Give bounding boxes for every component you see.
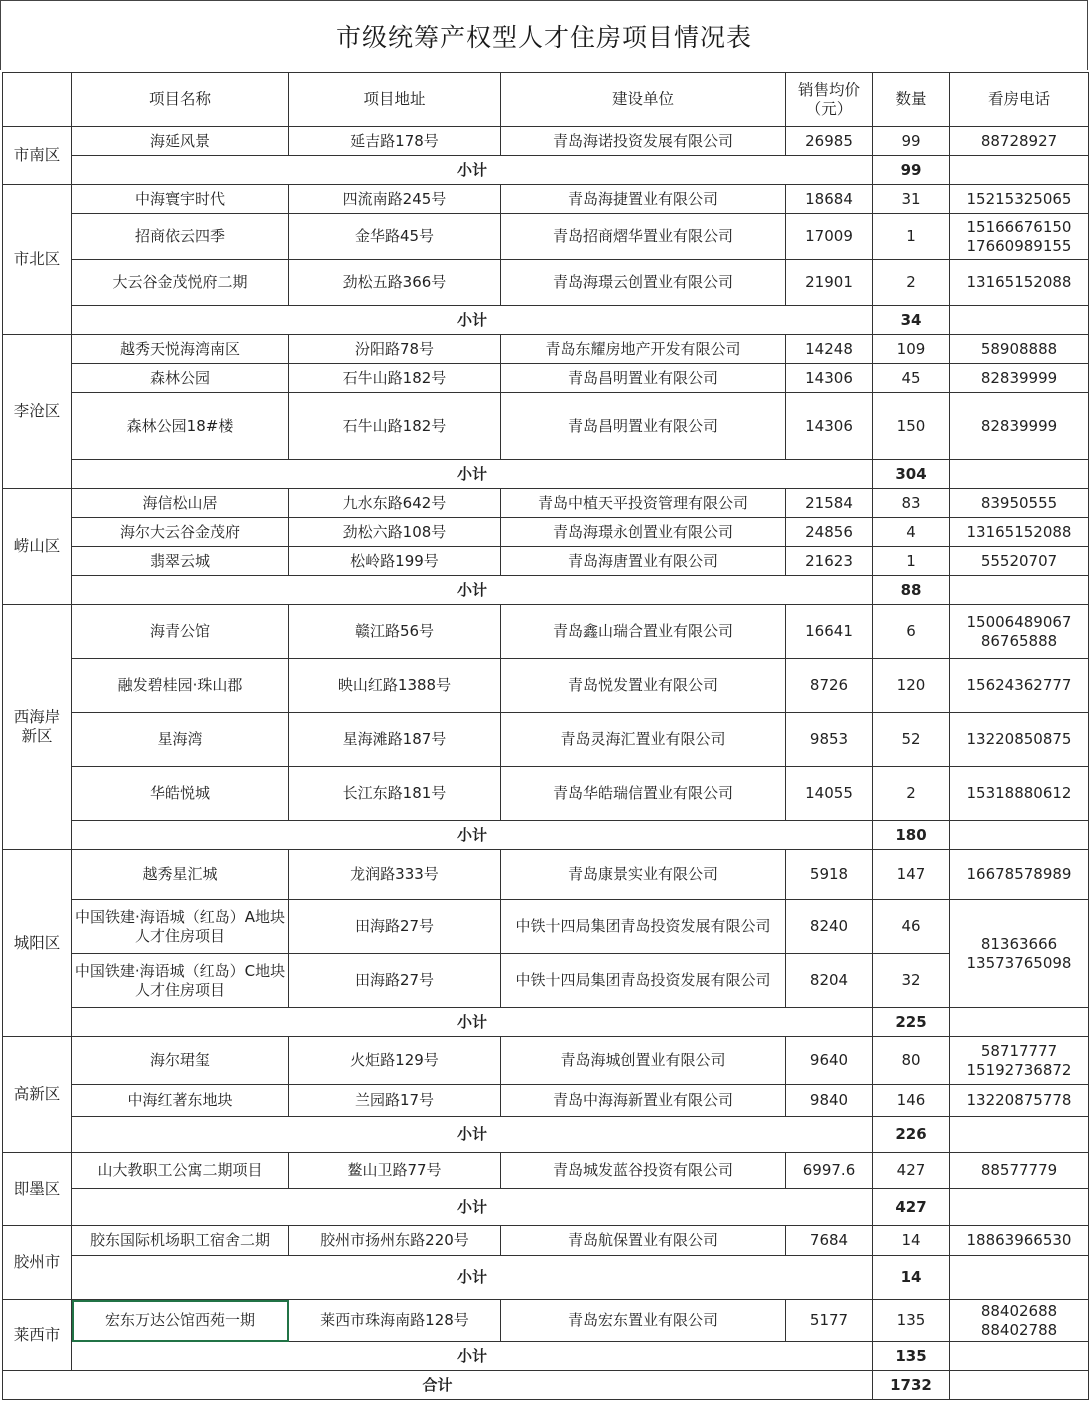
price-cell[interactable]: 8726	[786, 659, 873, 713]
qty-cell[interactable]: 46	[873, 900, 950, 954]
builder-cell[interactable]: 青岛昌明置业有限公司	[501, 393, 786, 460]
name-cell[interactable]: 海信松山居	[72, 489, 289, 518]
empty-cell[interactable]	[950, 460, 1089, 489]
price-cell[interactable]: 14306	[786, 364, 873, 393]
price-cell[interactable]: 9853	[786, 713, 873, 767]
price-cell[interactable]: 21901	[786, 260, 873, 306]
address-cell[interactable]: 映山红路1388号	[289, 659, 501, 713]
district-cell[interactable]: 市南区	[3, 127, 72, 185]
address-cell[interactable]: 劲松五路366号	[289, 260, 501, 306]
phone-cell[interactable]	[950, 1037, 1089, 1085]
subtotal-row	[3, 576, 1089, 605]
subtotal-value[interactable]: 427	[873, 1189, 950, 1226]
name-cell[interactable]: 海尔珺玺	[72, 1037, 289, 1085]
district-cell[interactable]: 崂山区	[3, 489, 72, 605]
price-cell[interactable]: 8204	[786, 954, 873, 1008]
phone-cell[interactable]: 15318880612	[950, 767, 1089, 821]
header-price[interactable]	[786, 73, 873, 127]
table-row	[3, 713, 1089, 767]
phone-line: 15166676150	[966, 217, 1072, 236]
header-row	[3, 73, 1089, 127]
table-row	[3, 127, 1089, 156]
subtotal-value[interactable]: 304	[873, 460, 950, 489]
builder-cell[interactable]: 青岛昌明置业有限公司	[501, 364, 786, 393]
phone-cell[interactable]: 13220875778	[950, 1085, 1089, 1117]
phone-cell[interactable]: 18863966530	[950, 1226, 1089, 1256]
name-cell[interactable]: 中海红著东地块	[72, 1085, 289, 1117]
price-cell[interactable]: 18684	[786, 185, 873, 214]
subtotal-value[interactable]: 88	[873, 576, 950, 605]
subtotal-label[interactable]: 小计	[72, 306, 873, 335]
name-cell[interactable]: 中国铁建·海语城（红岛）C地块人才住房项目	[72, 954, 289, 1008]
housing-table	[2, 72, 1089, 1400]
table-row	[3, 185, 1089, 214]
header-qty[interactable]: 数量	[873, 73, 950, 127]
qty-cell[interactable]: 14	[873, 1226, 950, 1256]
table-row	[3, 489, 1089, 518]
district-cell[interactable]: 市北区	[3, 185, 72, 335]
price-cell[interactable]: 5177	[786, 1300, 873, 1342]
name-cell[interactable]: 越秀天悦海湾南区	[72, 335, 289, 364]
builder-cell[interactable]: 青岛海捷置业有限公司	[501, 185, 786, 214]
qty-cell[interactable]: 135	[873, 1300, 950, 1342]
subtotal-label[interactable]: 小计	[72, 821, 873, 850]
table-row	[3, 547, 1089, 576]
builder-cell[interactable]: 青岛海城创置业有限公司	[501, 1037, 786, 1085]
phone-line: 88402788	[980, 1320, 1058, 1339]
builder-cell[interactable]: 青岛海璟永创置业有限公司	[501, 518, 786, 547]
address-cell[interactable]: 延吉路178号	[289, 127, 501, 156]
table-row	[3, 1085, 1089, 1117]
qty-cell[interactable]: 2	[873, 767, 950, 821]
subtotal-value[interactable]: 180	[873, 821, 950, 850]
table-row	[3, 393, 1089, 460]
subtotal-row	[3, 821, 1089, 850]
subtotal-value[interactable]: 14	[873, 1256, 950, 1300]
price-cell[interactable]: 6997.6	[786, 1153, 873, 1189]
qty-cell[interactable]: 146	[873, 1085, 950, 1117]
name-cell[interactable]: 森林公园18#楼	[72, 393, 289, 460]
table-row	[3, 767, 1089, 821]
subtotal-value[interactable]: 226	[873, 1117, 950, 1153]
name-cell[interactable]: 星海湾	[72, 713, 289, 767]
phone-cell[interactable]	[950, 1300, 1089, 1342]
price-cell[interactable]: 9640	[786, 1037, 873, 1085]
header-builder[interactable]: 建设单位	[501, 73, 786, 127]
phone-cell[interactable]: 88728927	[950, 127, 1089, 156]
district-cell[interactable]: 高新区	[3, 1037, 72, 1153]
table-row	[3, 850, 1089, 900]
subtotal-label[interactable]: 小计	[72, 1342, 873, 1371]
table-row	[3, 954, 1089, 1008]
phone-cell[interactable]	[950, 605, 1089, 659]
phone-cell[interactable]: 13165152088	[950, 260, 1089, 306]
address-cell[interactable]: 火炬路129号	[289, 1037, 501, 1085]
phone-cell[interactable]: 58908888	[950, 335, 1089, 364]
subtotal-row	[3, 1256, 1089, 1300]
qty-cell[interactable]: 99	[873, 127, 950, 156]
table-row	[3, 1037, 1089, 1085]
phone-line: 17660989155	[966, 236, 1072, 255]
price-cell[interactable]: 5918	[786, 850, 873, 900]
district-line: 新区	[21, 727, 53, 745]
name-cell[interactable]: 翡翠云城	[72, 547, 289, 576]
subtotal-label[interactable]: 小计	[72, 1189, 873, 1226]
subtotal-value[interactable]: 135	[873, 1342, 950, 1371]
subtotal-label[interactable]: 小计	[72, 576, 873, 605]
table-row	[3, 605, 1089, 659]
table-row	[3, 214, 1089, 260]
phone-cell[interactable]: 55520707	[950, 547, 1089, 576]
district-cell[interactable]: 莱西市	[3, 1300, 72, 1371]
header-district[interactable]	[3, 73, 72, 127]
table-row	[3, 518, 1089, 547]
empty-cell[interactable]	[950, 156, 1089, 185]
phone-cell[interactable]	[950, 214, 1089, 260]
builder-cell[interactable]: 青岛招商熠华置业有限公司	[501, 214, 786, 260]
qty-cell[interactable]: 6	[873, 605, 950, 659]
address-cell[interactable]: 田海路27号	[289, 954, 501, 1008]
name-cell[interactable]: 中海寰宇时代	[72, 185, 289, 214]
price-cell[interactable]: 17009	[786, 214, 873, 260]
subtotal-row	[3, 1117, 1089, 1153]
builder-cell[interactable]: 青岛中海海新置业有限公司	[501, 1085, 786, 1117]
empty-cell[interactable]	[950, 1189, 1089, 1226]
table-row	[3, 900, 1089, 954]
header-name[interactable]: 项目名称	[72, 73, 289, 127]
phone-line: 88402688	[980, 1301, 1058, 1320]
name-cell[interactable]: 融发碧桂园·珠山郡	[72, 659, 289, 713]
empty-cell[interactable]	[950, 1342, 1089, 1371]
table-row	[3, 335, 1089, 364]
builder-cell[interactable]: 青岛华皓瑞信置业有限公司	[501, 767, 786, 821]
builder-cell[interactable]: 青岛康景实业有限公司	[501, 850, 786, 900]
price-cell[interactable]: 26985	[786, 127, 873, 156]
phone-line: 13573765098	[966, 953, 1072, 972]
name-cell[interactable]: 大云谷金茂悦府二期	[72, 260, 289, 306]
name-cell[interactable]: 山大教职工公寓二期项目	[72, 1153, 289, 1189]
subtotal-row	[3, 1189, 1089, 1226]
phone-cell[interactable]: 13220850875	[950, 713, 1089, 767]
address-cell[interactable]: 胶州市扬州东路220号	[289, 1226, 501, 1256]
phone-cell[interactable]: 88577779	[950, 1153, 1089, 1189]
address-cell[interactable]: 石牛山路182号	[289, 393, 501, 460]
builder-cell[interactable]: 中铁十四局集团青岛投资发展有限公司	[501, 954, 786, 1008]
address-cell[interactable]: 金华路45号	[289, 214, 501, 260]
address-cell[interactable]: 石牛山路182号	[289, 364, 501, 393]
phone-line: 15192736872	[966, 1060, 1072, 1079]
builder-cell[interactable]: 青岛城发蓝谷投资有限公司	[501, 1153, 786, 1189]
price-cell[interactable]: 21623	[786, 547, 873, 576]
builder-cell[interactable]: 青岛东耀房地产开发有限公司	[501, 335, 786, 364]
name-cell[interactable]: 华皓悦城	[72, 767, 289, 821]
subtotal-row	[3, 460, 1089, 489]
total-row	[3, 1371, 1089, 1400]
builder-cell[interactable]: 青岛海璟云创置业有限公司	[501, 260, 786, 306]
subtotal-label[interactable]: 小计	[72, 460, 873, 489]
subtotal-row	[3, 156, 1089, 185]
price-cell[interactable]: 21584	[786, 489, 873, 518]
builder-cell[interactable]: 青岛灵海汇置业有限公司	[501, 713, 786, 767]
address-cell[interactable]: 星海滩路187号	[289, 713, 501, 767]
address-cell[interactable]: 田海路27号	[289, 900, 501, 954]
qty-cell[interactable]: 4	[873, 518, 950, 547]
subtotal-label[interactable]: 小计	[72, 1256, 873, 1300]
subtotal-row	[3, 1008, 1089, 1037]
empty-cell[interactable]	[950, 821, 1089, 850]
builder-cell[interactable]: 青岛悦发置业有限公司	[501, 659, 786, 713]
empty-cell[interactable]	[950, 1256, 1089, 1300]
empty-cell[interactable]	[950, 1371, 1089, 1400]
price-cell[interactable]: 9840	[786, 1085, 873, 1117]
phone-cell[interactable]: 16678578989	[950, 850, 1089, 900]
empty-cell[interactable]	[950, 1117, 1089, 1153]
total-value[interactable]: 1732	[873, 1371, 950, 1400]
subtotal-row	[3, 1342, 1089, 1371]
qty-cell[interactable]: 80	[873, 1037, 950, 1085]
district-line: 西海岸	[13, 708, 61, 726]
address-cell[interactable]: 九水东路642号	[289, 489, 501, 518]
address-cell[interactable]: 汾阳路78号	[289, 335, 501, 364]
address-cell[interactable]: 松岭路199号	[289, 547, 501, 576]
phone-line: 81363666	[980, 934, 1058, 953]
table-row	[3, 260, 1089, 306]
builder-cell[interactable]: 青岛海诺投资发展有限公司	[501, 127, 786, 156]
qty-cell[interactable]: 45	[873, 364, 950, 393]
address-cell[interactable]: 长江东路181号	[289, 767, 501, 821]
table-row	[3, 1153, 1089, 1189]
qty-cell[interactable]: 109	[873, 335, 950, 364]
qty-cell[interactable]: 2	[873, 260, 950, 306]
builder-cell[interactable]: 青岛航保置业有限公司	[501, 1226, 786, 1256]
builder-cell[interactable]: 青岛宏东置业有限公司	[501, 1300, 786, 1342]
header-price-line1: 销售均价	[797, 80, 860, 99]
phone-line: 15006489067	[966, 612, 1072, 631]
phone-line: 86765888	[980, 631, 1058, 650]
table-row	[3, 1226, 1089, 1256]
subtotal-label[interactable]: 小计	[72, 1117, 873, 1153]
district-cell[interactable]: 城阳区	[3, 850, 72, 1037]
header-price-line2: （元）	[805, 99, 853, 118]
qty-cell[interactable]: 83	[873, 489, 950, 518]
phone-cell[interactable]: 82839999	[950, 393, 1089, 460]
subtotal-label[interactable]: 小计	[72, 1008, 873, 1037]
builder-cell[interactable]: 青岛鑫山瑞合置业有限公司	[501, 605, 786, 659]
address-cell[interactable]: 兰园路17号	[289, 1085, 501, 1117]
name-cell[interactable]: 海延风景	[72, 127, 289, 156]
subtotal-value[interactable]: 34	[873, 306, 950, 335]
name-cell[interactable]: 招商依云四季	[72, 214, 289, 260]
subtotal-row	[3, 306, 1089, 335]
phone-cell[interactable]	[950, 900, 1089, 1008]
page-title: 市级统筹产权型人才住房项目情况表	[0, 0, 1088, 70]
address-cell[interactable]: 鳌山卫路77号	[289, 1153, 501, 1189]
address-cell[interactable]: 赣江路56号	[289, 605, 501, 659]
address-cell[interactable]: 龙润路333号	[289, 850, 501, 900]
price-cell[interactable]: 24856	[786, 518, 873, 547]
builder-cell[interactable]: 青岛中植天平投资管理有限公司	[501, 489, 786, 518]
price-cell[interactable]: 8240	[786, 900, 873, 954]
table-row	[3, 1300, 1089, 1342]
subtotal-label[interactable]: 小计	[72, 156, 873, 185]
qty-cell[interactable]: 427	[873, 1153, 950, 1189]
address-cell[interactable]: 莱西市珠海南路128号	[289, 1300, 501, 1342]
address-cell[interactable]: 四流南路245号	[289, 185, 501, 214]
qty-cell[interactable]: 31	[873, 185, 950, 214]
header-address[interactable]: 项目地址	[289, 73, 501, 127]
name-cell[interactable]: 中国铁建·海语城（红岛）A地块人才住房项目	[72, 900, 289, 954]
district-cell[interactable]: 即墨区	[3, 1153, 72, 1226]
phone-line: 58717777	[980, 1041, 1058, 1060]
phone-cell[interactable]: 13165152088	[950, 518, 1089, 547]
phone-cell[interactable]: 15624362777	[950, 659, 1089, 713]
name-cell[interactable]: 森林公园	[72, 364, 289, 393]
phone-cell[interactable]: 83950555	[950, 489, 1089, 518]
qty-cell[interactable]: 32	[873, 954, 950, 1008]
name-cell[interactable]: 胶东国际机场职工宿舍二期	[72, 1226, 289, 1256]
qty-cell[interactable]: 120	[873, 659, 950, 713]
subtotal-value[interactable]: 99	[873, 156, 950, 185]
builder-cell[interactable]: 中铁十四局集团青岛投资发展有限公司	[501, 900, 786, 954]
district-cell[interactable]	[3, 605, 72, 850]
qty-cell[interactable]: 52	[873, 713, 950, 767]
phone-cell[interactable]: 15215325065	[950, 185, 1089, 214]
qty-cell[interactable]: 147	[873, 850, 950, 900]
name-cell[interactable]: 海尔大云谷金茂府	[72, 518, 289, 547]
phone-cell[interactable]: 82839999	[950, 364, 1089, 393]
price-cell[interactable]: 14306	[786, 393, 873, 460]
empty-cell[interactable]	[950, 306, 1089, 335]
header-phone[interactable]: 看房电话	[950, 73, 1089, 127]
qty-cell[interactable]: 150	[873, 393, 950, 460]
district-cell[interactable]: 李沧区	[3, 335, 72, 489]
builder-cell[interactable]: 青岛海唐置业有限公司	[501, 547, 786, 576]
name-cell[interactable]: 海青公馆	[72, 605, 289, 659]
price-cell[interactable]: 14055	[786, 767, 873, 821]
name-cell-selected[interactable]: 宏东万达公馆西苑一期	[72, 1300, 289, 1342]
price-cell[interactable]: 16641	[786, 605, 873, 659]
empty-cell[interactable]	[950, 576, 1089, 605]
qty-cell[interactable]: 1	[873, 214, 950, 260]
address-cell[interactable]: 劲松六路108号	[289, 518, 501, 547]
price-cell[interactable]: 14248	[786, 335, 873, 364]
qty-cell[interactable]: 1	[873, 547, 950, 576]
price-cell[interactable]: 7684	[786, 1226, 873, 1256]
subtotal-value[interactable]: 225	[873, 1008, 950, 1037]
name-cell[interactable]: 越秀星汇城	[72, 850, 289, 900]
empty-cell[interactable]	[950, 1008, 1089, 1037]
district-cell[interactable]: 胶州市	[3, 1226, 72, 1300]
table-row	[3, 364, 1089, 393]
table-row	[3, 659, 1089, 713]
total-label[interactable]: 合计	[3, 1371, 873, 1400]
